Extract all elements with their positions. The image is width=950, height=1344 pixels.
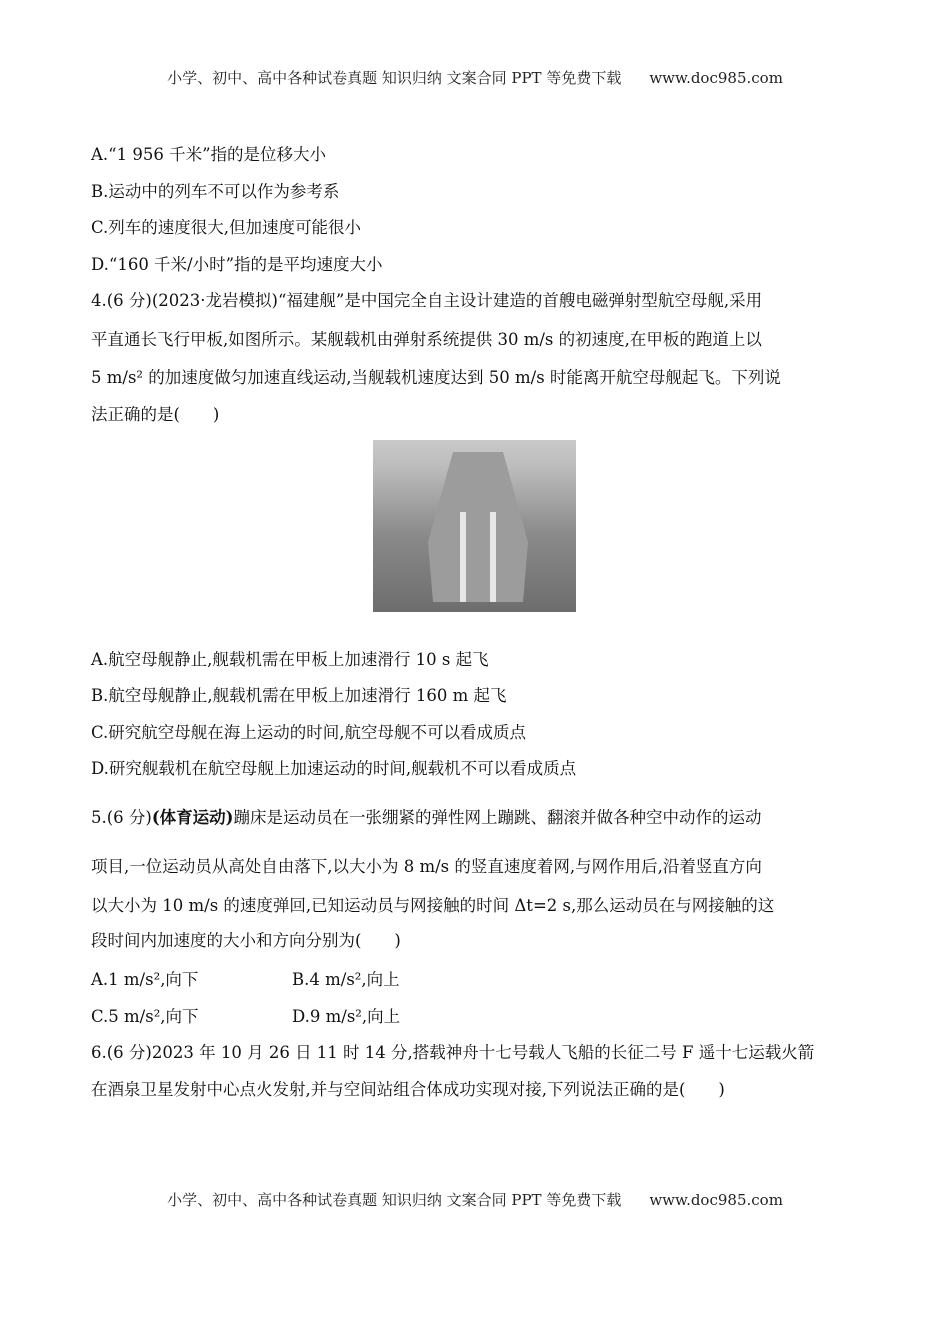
q4-option-b: B.航空母舰静止,舰载机需在甲板上加速滑行 160 m 起飞: [91, 686, 507, 705]
q5-number: 5.(6 分): [91, 808, 152, 827]
prev-option-b: B.运动中的列车不可以作为参考系: [91, 182, 340, 201]
q5-option-a: A.1 m/s²,向下: [91, 970, 199, 989]
q5-options-row-2: [91, 1006, 401, 1028]
q5-line-1: [91, 807, 762, 829]
footer-text: 小学、初中、高中各种试卷真题 知识归纳 文案合同 PPT 等免费下载: [167, 1191, 622, 1209]
runway-line: [460, 512, 466, 612]
q5-line-4: 段时间内加速度的大小和方向分别为( ): [91, 931, 401, 950]
q5-text: 蹦床是运动员在一张绷紧的弹性网上蹦跳、翻滚并做各种空中动作的运动: [233, 808, 762, 827]
q4-line-1: 4.(6 分)(2023·龙岩模拟)“福建舰”是中国完全自主设计建造的首艘电磁弹射型航空母舰,采用: [91, 291, 763, 310]
q4-option-d: D.研究舰载机在航空母舰上加速运动的时间,舰载机不可以看成质点: [91, 759, 577, 778]
prev-option-d: D.“160 千米/小时”指的是平均速度大小: [91, 255, 383, 274]
prev-option-a: A.“1 956 千米”指的是位移大小: [91, 145, 327, 164]
q5-options-row-1: [91, 969, 400, 991]
header-text: 小学、初中、高中各种试卷真题 知识归纳 文案合同 PPT 等免费下载: [167, 69, 622, 87]
page-header: [0, 68, 950, 88]
footer-url: www.doc985.com: [649, 1191, 783, 1209]
q5-option-c: C.5 m/s²,向下: [91, 1007, 199, 1026]
q6-line-2: 在酒泉卫星发射中心点火发射,并与空间站组合体成功实现对接,下列说法正确的是( ): [91, 1080, 725, 1099]
q4-line-4: 法正确的是( ): [91, 405, 220, 424]
page-footer: [0, 1190, 950, 1210]
q5-tag: (体育运动): [151, 808, 234, 827]
q4-option-a: A.航空母舰静止,舰载机需在甲板上加速滑行 10 s 起飞: [91, 650, 489, 669]
q5-line-3: 以大小为 10 m/s 的速度弹回,已知运动员与网接触的时间 Δt=2 s,那么运动员在与网接触的这: [91, 896, 775, 915]
carrier-deck: [428, 452, 528, 602]
q4-option-c: C.研究航空母舰在海上运动的时间,航空母舰不可以看成质点: [91, 723, 527, 742]
q5-line-2: 项目,一位运动员从高处自由落下,以大小为 8 m/s 的竖直速度着网,与网作用后,沿着竖直方向: [91, 857, 762, 876]
q4-line-2: 平直通长飞行甲板,如图所示。某舰载机由弹射系统提供 30 m/s 的初速度,在甲板的跑道上以: [91, 330, 762, 349]
runway-line: [490, 512, 496, 612]
q5-option-d: D.9 m/s²,向上: [292, 1007, 401, 1026]
aircraft-carrier-photo: [373, 440, 576, 612]
header-url: www.doc985.com: [649, 69, 783, 87]
q4-line-3: 5 m/s² 的加速度做匀加速直线运动,当舰载机速度达到 50 m/s 时能离开航空母舰起飞。下列说: [91, 368, 781, 387]
q6-line-1: 6.(6 分)2023 年 10 月 26 日 11 时 14 分,搭载神舟十七号载人飞船的长征二号 F 遥十七运载火箭: [91, 1043, 815, 1062]
q5-option-b: B.4 m/s²,向上: [292, 970, 400, 989]
prev-option-c: C.列车的速度很大,但加速度可能很小: [91, 218, 362, 237]
